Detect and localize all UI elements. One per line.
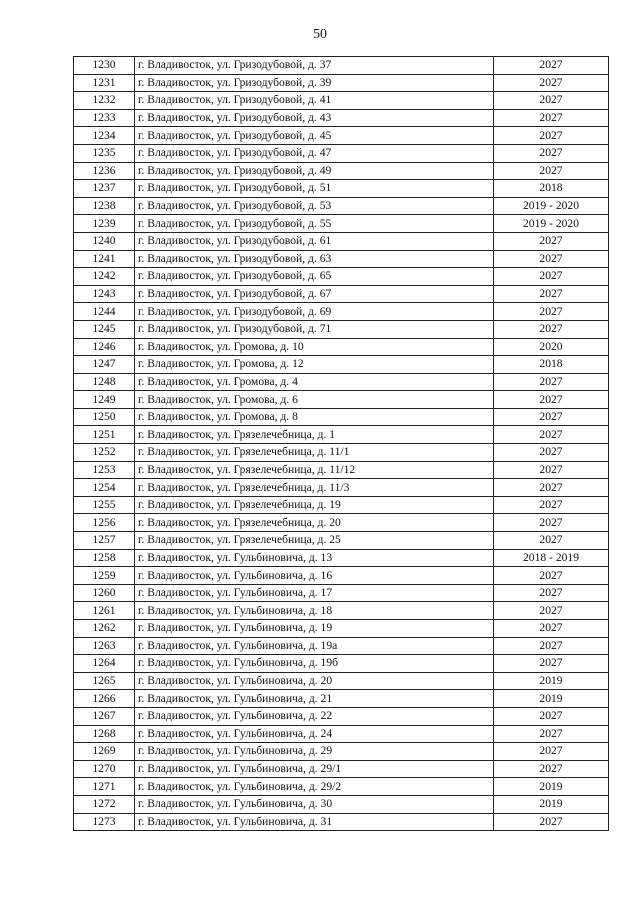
row-year: 2027: [494, 426, 609, 444]
row-year: 2027: [494, 496, 609, 514]
row-address: г. Владивосток, ул. Громова, д. 6: [135, 391, 494, 409]
row-address: г. Владивосток, ул. Громова, д. 8: [135, 408, 494, 426]
row-address: г. Владивосток, ул. Громова, д. 4: [135, 373, 494, 391]
row-address: г. Владивосток, ул. Гульбиновича, д. 16: [135, 567, 494, 585]
row-number: 1272: [74, 795, 135, 813]
row-number: 1247: [74, 356, 135, 374]
row-year: 2027: [494, 707, 609, 725]
table-row: [74, 655, 609, 673]
row-address: г. Владивосток, ул. Гризодубовой, д. 71: [135, 320, 494, 338]
row-year: 2027: [494, 92, 609, 110]
row-number: 1231: [74, 74, 135, 92]
table-row: [74, 690, 609, 708]
row-year: 2027: [494, 743, 609, 761]
table-row: [74, 496, 609, 514]
row-number: 1256: [74, 514, 135, 532]
row-number: 1240: [74, 232, 135, 250]
row-number: 1236: [74, 162, 135, 180]
row-number: 1259: [74, 567, 135, 585]
row-year: 2019: [494, 690, 609, 708]
row-number: 1243: [74, 285, 135, 303]
row-number: 1235: [74, 144, 135, 162]
row-address: г. Владивосток, ул. Гризодубовой, д. 65: [135, 268, 494, 286]
table-row: [74, 549, 609, 567]
table-row: [74, 268, 609, 286]
row-number: 1253: [74, 461, 135, 479]
row-year: 2019 - 2020: [494, 197, 609, 215]
row-address: г. Владивосток, ул. Гульбиновича, д. 31: [135, 813, 494, 831]
table-row: [74, 444, 609, 462]
table-row: [74, 795, 609, 813]
table-row: [74, 408, 609, 426]
row-number: 1246: [74, 338, 135, 356]
row-number: 1263: [74, 637, 135, 655]
row-number: 1265: [74, 672, 135, 690]
row-number: 1254: [74, 479, 135, 497]
row-year: 2019: [494, 795, 609, 813]
table-row: [74, 285, 609, 303]
table-row: [74, 707, 609, 725]
row-number: 1237: [74, 180, 135, 198]
row-year: 2027: [494, 144, 609, 162]
row-address: г. Владивосток, ул. Гризодубовой, д. 53: [135, 197, 494, 215]
row-address: г. Владивосток, ул. Грязелечебница, д. 19: [135, 496, 494, 514]
row-year: 2020: [494, 338, 609, 356]
row-year: 2027: [494, 461, 609, 479]
row-number: 1268: [74, 725, 135, 743]
row-year: 2027: [494, 162, 609, 180]
row-address: г. Владивосток, ул. Грязелечебница, д. 25: [135, 532, 494, 550]
row-address: г. Владивосток, ул. Гризодубовой, д. 39: [135, 74, 494, 92]
row-number: 1245: [74, 320, 135, 338]
table-row: [74, 461, 609, 479]
row-number: 1271: [74, 778, 135, 796]
row-number: 1234: [74, 127, 135, 145]
row-address: г. Владивосток, ул. Гульбиновича, д. 29/2: [135, 778, 494, 796]
row-year: 2027: [494, 584, 609, 602]
row-year: 2018: [494, 356, 609, 374]
row-address: г. Владивосток, ул. Гризодубовой, д. 49: [135, 162, 494, 180]
row-address: г. Владивосток, ул. Гризодубовой, д. 43: [135, 109, 494, 127]
row-address: г. Владивосток, ул. Гульбиновича, д. 21: [135, 690, 494, 708]
row-address: г. Владивосток, ул. Грязелечебница, д. 1: [135, 426, 494, 444]
table-row: [74, 57, 609, 75]
row-year: 2027: [494, 620, 609, 638]
row-address: г. Владивосток, ул. Гульбиновича, д. 29: [135, 743, 494, 761]
table-row: [74, 391, 609, 409]
row-address: г. Владивосток, ул. Гризодубовой, д. 41: [135, 92, 494, 110]
row-year: 2027: [494, 320, 609, 338]
row-number: 1248: [74, 373, 135, 391]
row-address: г. Владивосток, ул. Грязелечебница, д. 20: [135, 514, 494, 532]
row-address: г. Владивосток, ул. Громова, д. 12: [135, 356, 494, 374]
table-row: [74, 320, 609, 338]
row-address: г. Владивосток, ул. Гризодубовой, д. 61: [135, 232, 494, 250]
row-number: 1260: [74, 584, 135, 602]
row-address: г. Владивосток, ул. Гризодубовой, д. 47: [135, 144, 494, 162]
row-address: г. Владивосток, ул. Гульбиновича, д. 30: [135, 795, 494, 813]
row-number: 1251: [74, 426, 135, 444]
row-year: 2027: [494, 532, 609, 550]
row-address: г. Владивосток, ул. Гульбиновича, д. 24: [135, 725, 494, 743]
row-address: г. Владивосток, ул. Гульбиновича, д. 20: [135, 672, 494, 690]
row-number: 1233: [74, 109, 135, 127]
row-year: 2027: [494, 655, 609, 673]
row-address: г. Владивосток, ул. Гульбиновича, д. 19б: [135, 655, 494, 673]
table-row: [74, 250, 609, 268]
row-year: 2027: [494, 74, 609, 92]
row-address: г. Владивосток, ул. Гульбиновича, д. 22: [135, 707, 494, 725]
table-row: [74, 725, 609, 743]
table-row: [74, 637, 609, 655]
table-row: [74, 215, 609, 233]
row-year: 2027: [494, 127, 609, 145]
row-year: 2027: [494, 391, 609, 409]
row-number: 1239: [74, 215, 135, 233]
row-year: 2027: [494, 268, 609, 286]
row-address: г. Владивосток, ул. Гульбиновича, д. 18: [135, 602, 494, 620]
row-year: 2027: [494, 479, 609, 497]
row-address: г. Владивосток, ул. Гризодубовой, д. 69: [135, 303, 494, 321]
table-row: [74, 672, 609, 690]
row-number: 1267: [74, 707, 135, 725]
row-number: 1270: [74, 760, 135, 778]
row-year: 2027: [494, 725, 609, 743]
building-registry-table: [73, 56, 609, 831]
row-number: 1258: [74, 549, 135, 567]
row-year: 2027: [494, 232, 609, 250]
table-row: [74, 197, 609, 215]
table-row: [74, 144, 609, 162]
row-year: 2027: [494, 285, 609, 303]
table-row: [74, 584, 609, 602]
row-address: г. Владивосток, ул. Гризодубовой, д. 51: [135, 180, 494, 198]
row-address: г. Владивосток, ул. Гульбиновича, д. 17: [135, 584, 494, 602]
row-year: 2027: [494, 57, 609, 75]
table-row: [74, 620, 609, 638]
row-year: 2027: [494, 567, 609, 585]
row-number: 1242: [74, 268, 135, 286]
row-address: г. Владивосток, ул. Грязелечебница, д. 11/3: [135, 479, 494, 497]
row-year: 2027: [494, 760, 609, 778]
table-row: [74, 813, 609, 831]
row-address: г. Владивосток, ул. Гульбиновича, д. 13: [135, 549, 494, 567]
row-address: г. Владивосток, ул. Гульбиновича, д. 29/1: [135, 760, 494, 778]
registry-table-body: [74, 57, 609, 831]
row-number: 1262: [74, 620, 135, 638]
table-row: [74, 479, 609, 497]
table-row: [74, 303, 609, 321]
row-number: 1261: [74, 602, 135, 620]
table-row: [74, 743, 609, 761]
row-number: 1266: [74, 690, 135, 708]
row-year: 2027: [494, 250, 609, 268]
row-year: 2019: [494, 778, 609, 796]
row-address: г. Владивосток, ул. Гризодубовой, д. 55: [135, 215, 494, 233]
row-number: 1252: [74, 444, 135, 462]
row-number: 1249: [74, 391, 135, 409]
row-year: 2027: [494, 813, 609, 831]
row-year: 2027: [494, 444, 609, 462]
table-row: [74, 338, 609, 356]
row-address: г. Владивосток, ул. Гульбиновича, д. 19: [135, 620, 494, 638]
row-number: 1257: [74, 532, 135, 550]
table-row: [74, 92, 609, 110]
row-address: г. Владивосток, ул. Гризодубовой, д. 63: [135, 250, 494, 268]
row-year: 2027: [494, 303, 609, 321]
row-number: 1255: [74, 496, 135, 514]
row-address: г. Владивосток, ул. Громова, д. 10: [135, 338, 494, 356]
row-address: г. Владивосток, ул. Грязелечебница, д. 11/12: [135, 461, 494, 479]
row-year: 2027: [494, 637, 609, 655]
row-year: 2027: [494, 373, 609, 391]
page-number: 50: [313, 27, 327, 42]
row-address: г. Владивосток, ул. Грязелечебница, д. 11/1: [135, 444, 494, 462]
table-row: [74, 109, 609, 127]
table-row: [74, 232, 609, 250]
table-row: [74, 180, 609, 198]
row-year: 2019 - 2020: [494, 215, 609, 233]
row-address: г. Владивосток, ул. Гульбиновича, д. 19а: [135, 637, 494, 655]
table-row: [74, 356, 609, 374]
row-year: 2018: [494, 180, 609, 198]
row-number: 1230: [74, 57, 135, 75]
table-row: [74, 514, 609, 532]
row-address: г. Владивосток, ул. Гризодубовой, д. 37: [135, 57, 494, 75]
row-year: 2027: [494, 408, 609, 426]
row-address: г. Владивосток, ул. Гризодубовой, д. 67: [135, 285, 494, 303]
row-year: 2018 - 2019: [494, 549, 609, 567]
table-row: [74, 373, 609, 391]
table-row: [74, 127, 609, 145]
row-number: 1238: [74, 197, 135, 215]
row-number: 1273: [74, 813, 135, 831]
row-address: г. Владивосток, ул. Гризодубовой, д. 45: [135, 127, 494, 145]
row-number: 1244: [74, 303, 135, 321]
table-row: [74, 532, 609, 550]
row-year: 2027: [494, 514, 609, 532]
row-year: 2027: [494, 109, 609, 127]
row-number: 1269: [74, 743, 135, 761]
table-row: [74, 567, 609, 585]
row-number: 1250: [74, 408, 135, 426]
table-row: [74, 760, 609, 778]
table-row: [74, 426, 609, 444]
table-row: [74, 778, 609, 796]
table-row: [74, 74, 609, 92]
row-number: 1264: [74, 655, 135, 673]
table-row: [74, 602, 609, 620]
row-number: 1232: [74, 92, 135, 110]
table-row: [74, 162, 609, 180]
row-year: 2027: [494, 602, 609, 620]
row-number: 1241: [74, 250, 135, 268]
row-year: 2019: [494, 672, 609, 690]
